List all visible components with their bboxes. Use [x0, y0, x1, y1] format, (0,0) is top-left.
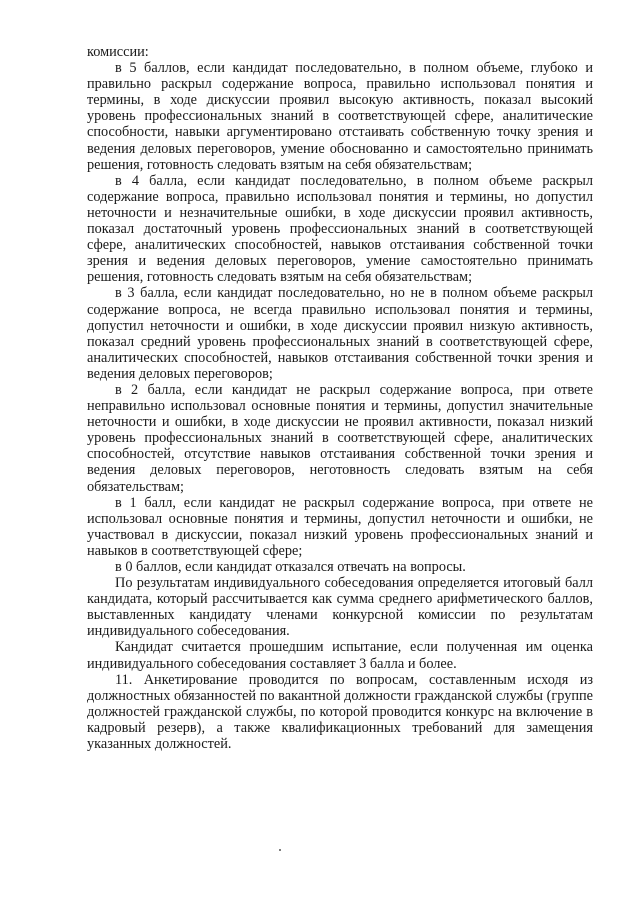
document-body — [87, 44, 593, 752]
paragraph-score-5: в 5 баллов, если кандидат последовательно, в полном объеме, глубоко и правильно раскрыл содержание вопроса, правильно использовал понятия и термины, в ходе дискуссии проявил высокую активность, показал высокий уровень профессиональных знаний в соответствующей сфере, аналитические способности, навыки аргументировано отстаивать собственную точку зрения и ведения деловых переговоров, умение обоснованно и самостоятельно принимать решения, готовность следовать взятым на себя обязательствам; — [87, 60, 593, 173]
paragraph-score-4: в 4 балла, если кандидат последовательно, в полном объеме раскрыл содержание вопроса, правильно использовал понятия и термины, но допустил неточности и незначительные ошибки, в ходе дискуссии проявил активность, показал достаточный уровень профессиональных знаний в соответствующей сфере, аналитических способностей, навыков отстаивания собственной точки зрения и ведения деловых переговоров, умение самостоятельно принимать решения, готовность следовать взятым на себя обязательствам; — [87, 172, 593, 286]
paragraph-section-11-questionnaire: 11. Анкетирование проводится по вопросам, составленным исходя из должностных обязанностей по вакантной должности гражданской службы (группе должностей гражданской службы, по которой проводится конкурс на включение в кадровый резерв), а также квалификационных требований для замещения указанных должностей. — [87, 671, 593, 753]
paragraph-pass-condition: Кандидат считается прошедшим испытание, если полученная им оценка индивидуального собеседования составляет 3 балла и более. — [87, 639, 593, 672]
paragraph-score-0: в 0 баллов, если кандидат отказался отвечать на вопросы. — [115, 559, 466, 575]
paragraph-score-2: в 2 балла, если кандидат не раскрыл содержание вопроса, при ответе неправильно использовал основные понятия и термины, допустил значительные неточности и ошибки, в ходе дискуссии не проявил активности, показал низкий уровень профессиональных знаний в соответствующей сфере, аналитических способностей, отсутствие навыков отстаивания собственной точки зрения и ведения деловых переговоров, неготовность следовать взятым на себя обязательствам; — [87, 381, 593, 495]
paragraph-score-3: в 3 балла, если кандидат последовательно, но не в полном объеме раскрыл содержание вопроса, не всегда правильно использовал понятия и термины, допустил неточности и ошибки, в ходе дискуссии проявил низкую активность, показал средний уровень профессиональных знаний в соответствующей сфере, аналитических способностей, навыков отстаивания собственной точки зрения и ведения деловых переговоров; — [87, 285, 593, 382]
paragraph-final-score: По результатам индивидуального собеседования определяется итоговый балл кандидата, который рассчитывается как сумма среднего арифметического баллов, выставленных кандидату членами конкурсной комиссии по результатам индивидуального собеседования. — [87, 575, 593, 640]
scan-speck — [279, 849, 281, 851]
paragraph-score-1: в 1 балл, если кандидат не раскрыл содержание вопроса, при ответе не использовал основные понятия и термины, допустил неточности и ошибки, не участвовал в дискуссии, показал низкий уровень профессиональных знаний и навыков в соответствующей сфере; — [87, 494, 593, 559]
paragraph-commission-continuation: комиссии: — [87, 44, 149, 60]
